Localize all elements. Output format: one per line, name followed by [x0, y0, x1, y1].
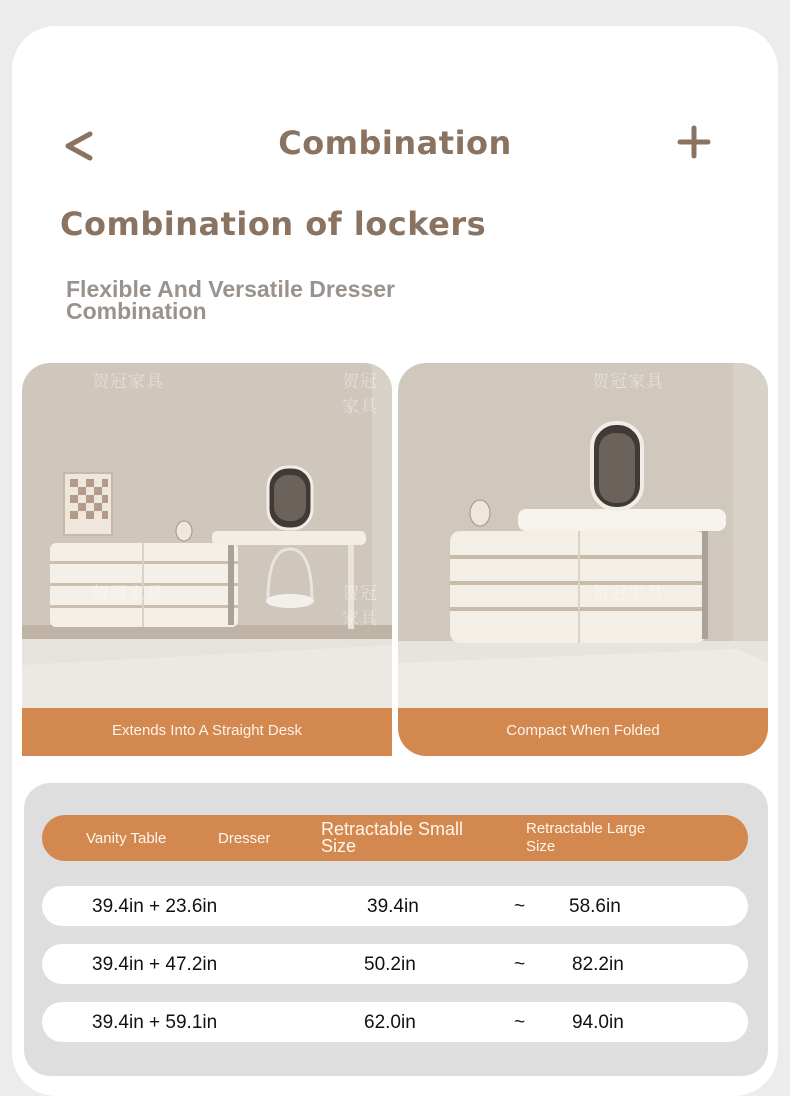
table-header: [42, 815, 748, 861]
photo-compact-folded: [398, 363, 768, 756]
photo-caption: Compact When Folded: [398, 708, 768, 756]
cell-large-size: 58.6in: [569, 896, 621, 917]
cell-small-size: 62.0in: [364, 1012, 416, 1033]
watermark-text: 贺冠家具: [92, 372, 164, 392]
cell-large-size: 82.2in: [572, 954, 624, 975]
cell-small-size: 39.4in: [367, 896, 419, 917]
photo-extended-desk: [22, 363, 392, 756]
cell-combination: 39.4in + 59.1in: [92, 1012, 218, 1033]
cell-separator: ~: [514, 954, 526, 975]
watermark-text: 贺冠家具: [592, 372, 664, 392]
watermark-text: 贺冠家具: [342, 584, 378, 629]
cell-combination: 39.4in + 23.6in: [92, 896, 218, 917]
header-vanity-table: Vanity Table: [86, 829, 167, 847]
cell-combination: 39.4in + 47.2in: [92, 954, 218, 975]
table-row: [42, 1002, 748, 1042]
header-retractable-small: Retractable Small Size: [321, 819, 464, 856]
header-retractable-large: Retractable Large Size: [526, 820, 646, 855]
page-title: Combination: [278, 124, 512, 162]
plus-icon[interactable]: [676, 124, 712, 160]
watermark-text: 贺冠家具: [592, 584, 664, 604]
section-title: Combination of lockers: [60, 205, 487, 243]
watermark-text: 贺冠家具: [92, 584, 164, 604]
cell-large-size: 94.0in: [572, 1012, 624, 1033]
furniture-illustration: [398, 363, 768, 756]
table-row: [42, 886, 748, 926]
cell-small-size: 50.2in: [364, 954, 416, 975]
table-row: [42, 944, 748, 984]
watermark-text: 贺冠家具: [342, 372, 378, 417]
furniture-illustration: [22, 363, 392, 756]
cell-separator: ~: [514, 1012, 526, 1033]
cell-separator: ~: [514, 896, 526, 917]
photo-caption: Extends Into A Straight Desk: [22, 708, 392, 756]
nav-bar: [0, 120, 790, 170]
section-subtitle: Flexible And Versatile Dresser Combination: [66, 276, 395, 324]
header-dresser: Dresser: [218, 829, 271, 847]
